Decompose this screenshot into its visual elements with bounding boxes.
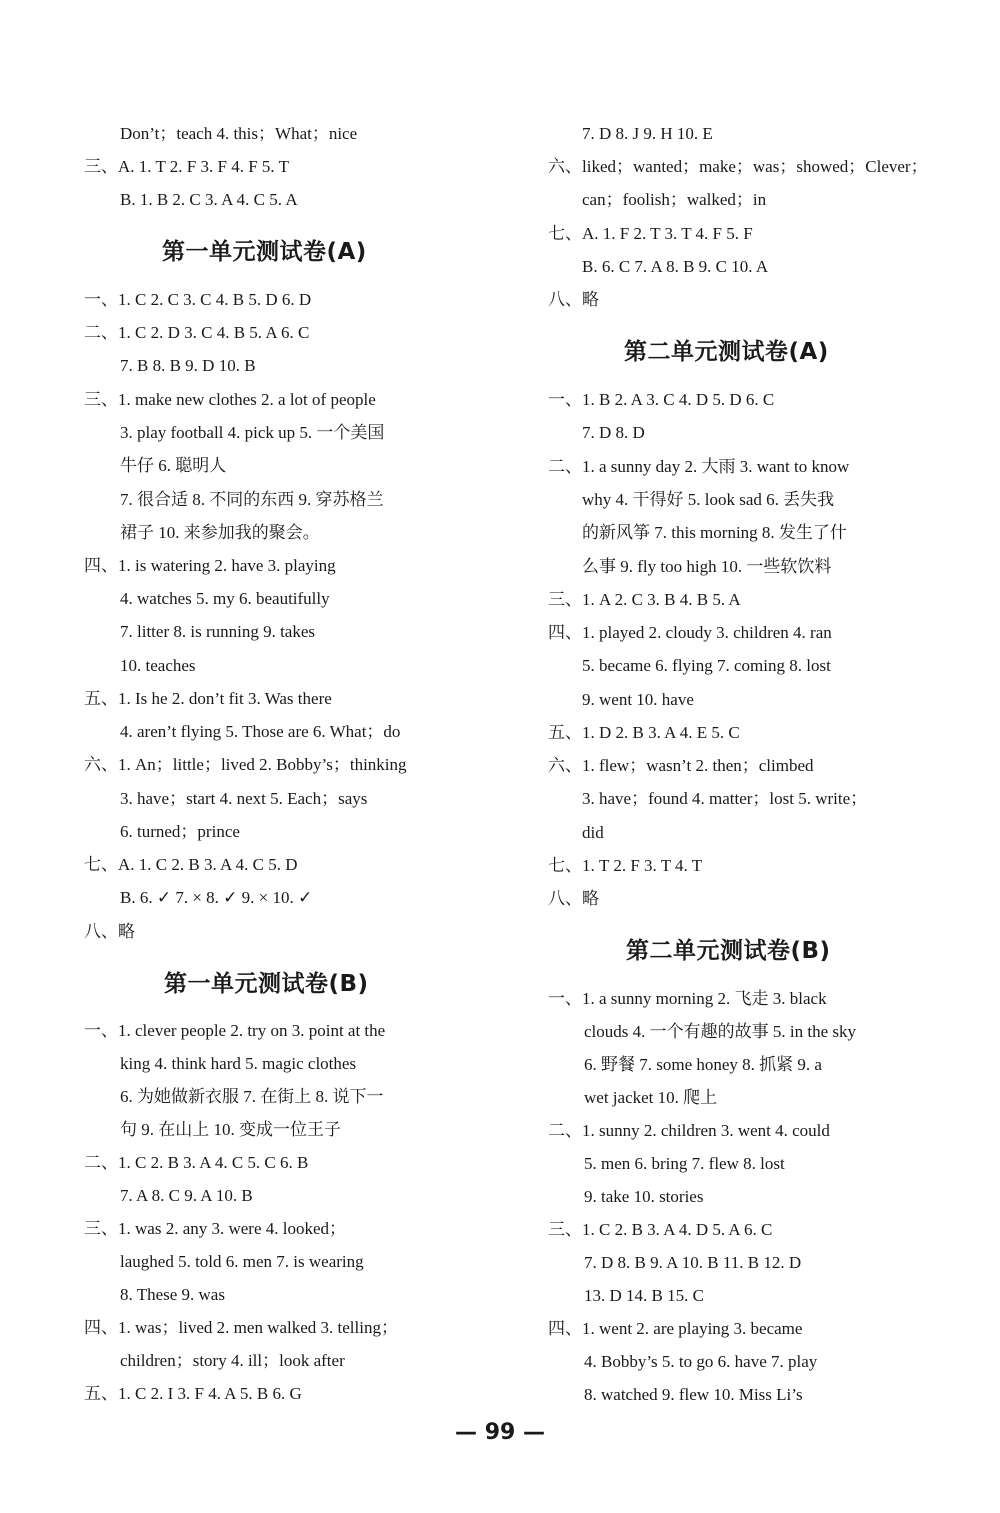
answer-line: 么事 9. fly too high 10. 一些软饮料 <box>582 557 832 576</box>
answer-line: 七、1. T 2. F 3. T 4. T <box>548 856 703 875</box>
answer-line: 五、1. D 2. B 3. A 4. E 5. C <box>548 723 740 742</box>
answer-line: clouds 4. 一个有趣的故事 5. in the sky <box>584 1022 856 1041</box>
answer-line: king 4. think hard 5. magic clothes <box>120 1054 357 1073</box>
answer-line: 四、1. played 2. cloudy 3. children 4. ran <box>548 623 832 642</box>
answer-line: 三、A. 1. T 2. F 3. F 4. F 5. T <box>84 157 289 176</box>
section-heading: 第二单元测试卷(A) <box>624 339 829 365</box>
answer-line: 五、1. C 2. I 3. F 4. A 5. B 6. G <box>84 1384 302 1403</box>
answer-line: 六、1. An；little；lived 2. Bobby’s；thinking <box>84 755 407 774</box>
answer-line: 三、1. was 2. any 3. were 4. looked； <box>84 1219 347 1238</box>
answer-line: 7. 很合适 8. 不同的东西 9. 穿苏格兰 <box>120 490 384 509</box>
answer-line: 七、A. 1. C 2. B 3. A 4. C 5. D <box>84 855 298 874</box>
answer-line: why 4. 干得好 5. look sad 6. 丢失我 <box>582 490 835 509</box>
answer-line: 的新风筝 7. this morning 8. 发生了什 <box>582 523 847 542</box>
answer-line: 四、1. went 2. are playing 3. became <box>548 1319 803 1338</box>
answer-line: 一、1. a sunny morning 2. 飞走 3. black <box>548 989 827 1008</box>
answer-line: 3. have；start 4. next 5. Each；says <box>120 789 368 808</box>
answer-line: 7. D 8. D <box>582 423 645 442</box>
answer-line: 二、1. C 2. B 3. A 4. C 5. C 6. B <box>84 1153 309 1172</box>
answer-line: 牛仔 6. 聪明人 <box>120 456 227 475</box>
answer-line: 六、1. flew；wasn’t 2. then；climbed <box>548 756 814 775</box>
answer-line: can；foolish；walked；in <box>582 190 767 209</box>
answer-line: 5. men 6. bring 7. flew 8. lost <box>584 1154 785 1173</box>
answer-line: 一、1. C 2. C 3. C 4. B 5. D 6. D <box>84 290 312 309</box>
answer-line: B. 6. C 7. A 8. B 9. C 10. A <box>582 257 769 276</box>
answer-line: 8. These 9. was <box>120 1285 225 1304</box>
answer-line: 三、1. make new clothes 2. a lot of people <box>84 390 376 409</box>
answer-line: 五、1. Is he 2. don’t fit 3. Was there <box>84 689 332 708</box>
answer-line: 5. became 6. flying 7. coming 8. lost <box>582 656 831 675</box>
answer-line: 3. have；found 4. matter；lost 5. write； <box>582 789 868 808</box>
answer-line: B. 6. ✓ 7. × 8. ✓ 9. × 10. ✓ <box>120 888 313 907</box>
answer-line: 7. A 8. C 9. A 10. B <box>120 1186 253 1205</box>
answer-line: wet jacket 10. 爬上 <box>584 1088 718 1107</box>
answer-line: 7. B 8. B 9. D 10. B <box>120 356 256 375</box>
answer-line: 9. take 10. stories <box>584 1187 704 1206</box>
answer-line: 8. watched 9. flew 10. Miss Li’s <box>584 1385 803 1404</box>
section-heading: 第一单元测试卷(B) <box>164 971 369 997</box>
answer-line: 三、1. C 2. B 3. A 4. D 5. A 6. C <box>548 1220 773 1239</box>
answer-line: 二、1. a sunny day 2. 大雨 3. want to know <box>548 457 850 476</box>
answer-line: 二、1. C 2. D 3. C 4. B 5. A 6. C <box>84 323 310 342</box>
answer-line: laughed 5. told 6. men 7. is wearing <box>120 1252 364 1271</box>
answer-line: 13. D 14. B 15. C <box>584 1286 704 1305</box>
answer-line: 10. teaches <box>120 656 196 675</box>
answer-line: 句 9. 在山上 10. 变成一位王子 <box>120 1120 341 1139</box>
answer-line: 4. watches 5. my 6. beautifully <box>120 589 330 608</box>
section-heading: 第二单元测试卷(B) <box>626 938 831 964</box>
answer-line: 四、1. is watering 2. have 3. playing <box>84 556 336 575</box>
answer-line: did <box>582 823 604 842</box>
answer-line: 一、1. clever people 2. try on 3. point at the <box>84 1021 386 1040</box>
answer-line: 6. turned；prince <box>120 822 240 841</box>
answer-line: 四、1. was；lived 2. men walked 3. telling； <box>84 1318 398 1337</box>
answer-line: 八、略 <box>548 290 599 309</box>
answer-line: 7. D 8. B 9. A 10. B 11. B 12. D <box>584 1253 802 1272</box>
answer-line: Don’t；teach 4. this；What；nice <box>120 124 358 143</box>
answer-line: 9. went 10. have <box>582 690 694 709</box>
answer-line: 7. D 8. J 9. H 10. E <box>582 124 713 143</box>
answer-line: 七、A. 1. F 2. T 3. T 4. F 5. F <box>548 224 753 243</box>
answer-line: 6. 野餐 7. some honey 8. 抓紧 9. a <box>584 1055 822 1074</box>
answer-line: 一、1. B 2. A 3. C 4. D 5. D 6. C <box>548 390 775 409</box>
answer-line: 3. play football 4. pick up 5. 一个美国 <box>120 423 385 442</box>
answer-line: 4. Bobby’s 5. to go 6. have 7. play <box>584 1352 818 1371</box>
answer-line: 4. aren’t flying 5. Those are 6. What；do <box>120 722 401 741</box>
answer-line: 二、1. sunny 2. children 3. went 4. could <box>548 1121 830 1140</box>
answer-line: children；story 4. ill；look after <box>120 1351 345 1370</box>
answer-line: 八、略 <box>84 922 135 941</box>
answer-line: 裙子 10. 来参加我的聚会。 <box>120 523 320 542</box>
answer-line: B. 1. B 2. C 3. A 4. C 5. A <box>120 190 298 209</box>
answer-line: 六、liked；wanted；make；was；showed；Clever； <box>548 157 928 176</box>
answer-line: 三、1. A 2. C 3. B 4. B 5. A <box>548 590 741 609</box>
section-heading: 第一单元测试卷(A) <box>162 239 367 265</box>
answer-line: 6. 为她做新衣服 7. 在街上 8. 说下一 <box>120 1087 384 1106</box>
answer-line: 八、略 <box>548 889 599 908</box>
answer-line: 7. litter 8. is running 9. takes <box>120 622 316 641</box>
page-number: — 99 — <box>455 1420 545 1445</box>
